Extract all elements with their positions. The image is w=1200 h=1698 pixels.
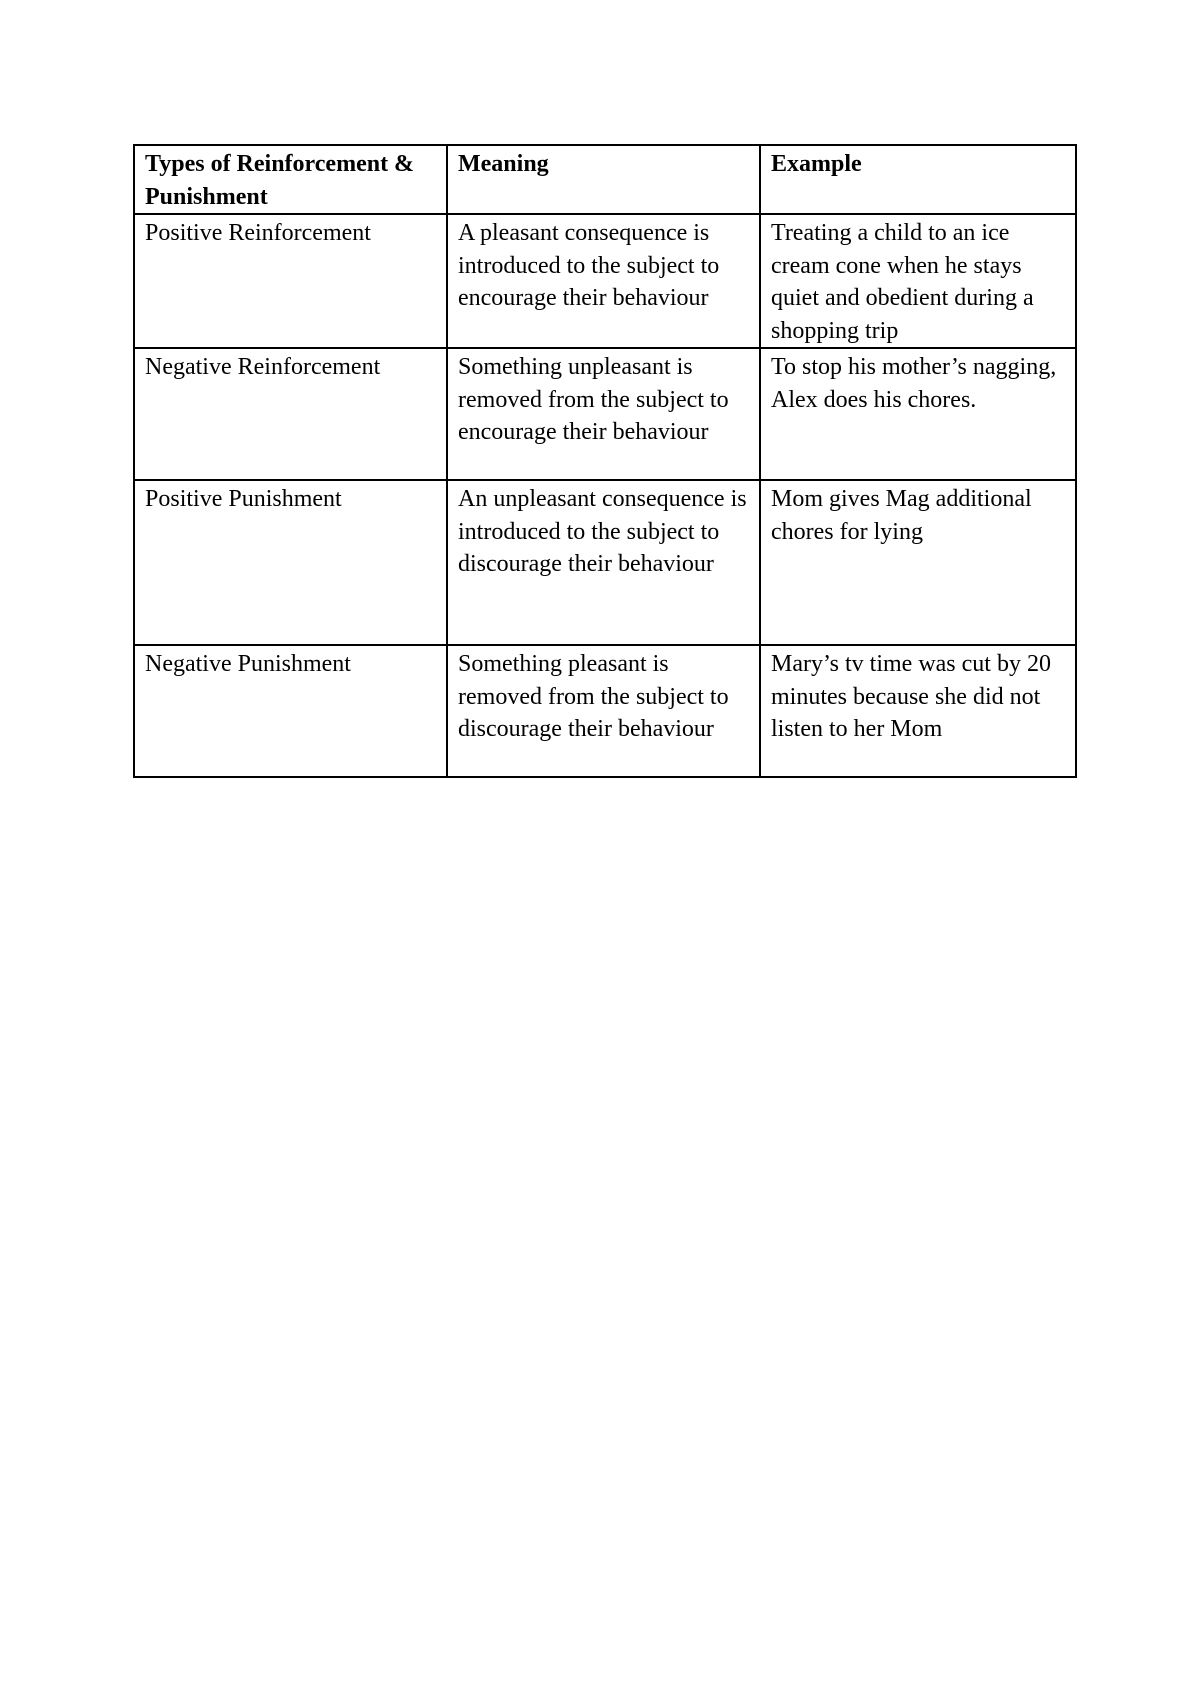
cell-type: Negative Punishment (134, 645, 447, 777)
cell-example: Mom gives Mag additional chores for lying (760, 480, 1076, 645)
cell-type: Negative Reinforcement (134, 348, 447, 480)
cell-meaning: A pleasant consequence is introduced to the subject to encourage their behaviour (447, 214, 760, 348)
cell-example: To stop his mother’s nagging, Alex does his chores. (760, 348, 1076, 480)
header-example: Example (760, 145, 1076, 214)
cell-type: Positive Punishment (134, 480, 447, 645)
header-meaning: Meaning (447, 145, 760, 214)
cell-example: Mary’s tv time was cut by 20 minutes because she did not listen to her Mom (760, 645, 1076, 777)
table-row (134, 214, 1076, 348)
cell-meaning: An unpleasant consequence is introduced to the subject to discourage their behaviour (447, 480, 760, 645)
cell-meaning: Something pleasant is removed from the subject to discourage their behaviour (447, 645, 760, 777)
header-types: Types of Reinforcement & Punishment (134, 145, 447, 214)
cell-type: Positive Reinforcement (134, 214, 447, 348)
table-row (134, 348, 1076, 480)
table-row (134, 480, 1076, 645)
table-header-row (134, 145, 1076, 214)
cell-meaning: Something unpleasant is removed from the subject to encourage their behaviour (447, 348, 760, 480)
table-row (134, 645, 1076, 777)
reinforcement-punishment-table (133, 144, 1077, 778)
cell-example: Treating a child to an ice cream cone when he stays quiet and obedient during a shopping trip (760, 214, 1076, 348)
